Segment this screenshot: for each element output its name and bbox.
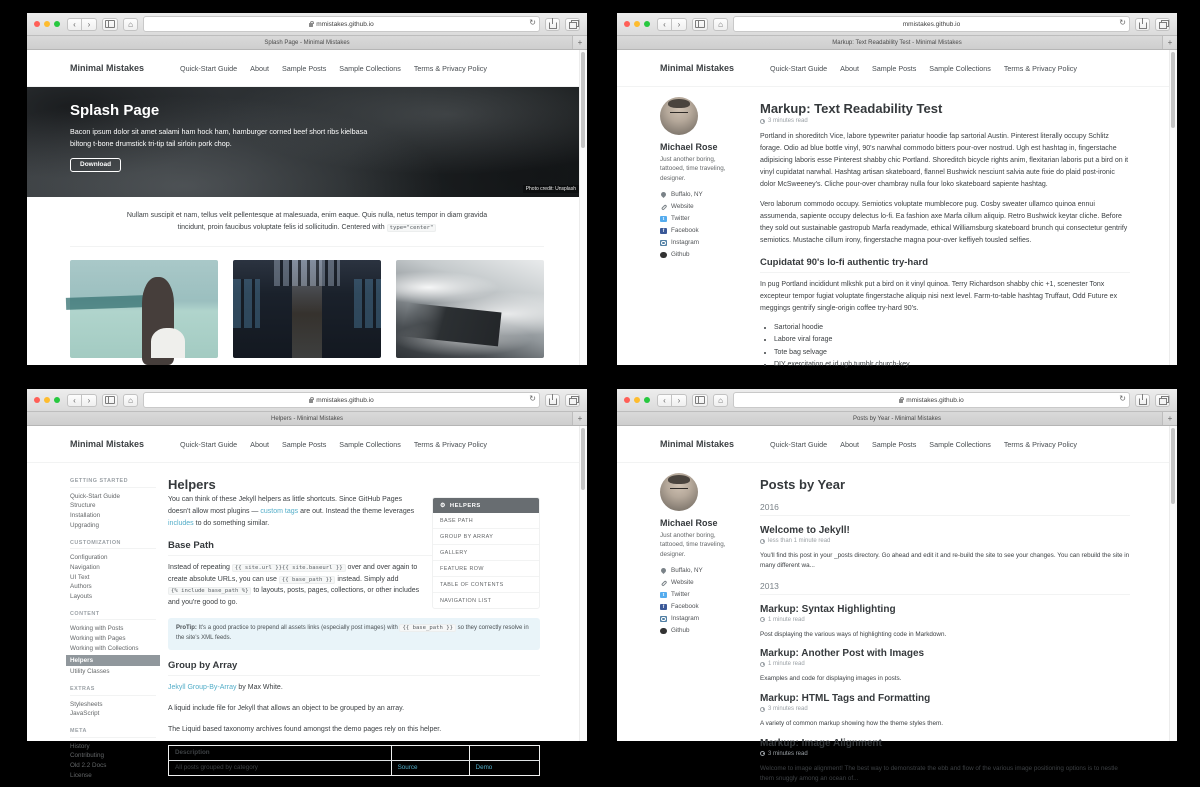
twitter-icon: t	[660, 591, 667, 598]
minimize-window-button[interactable]	[634, 21, 640, 27]
location-pin-icon	[660, 191, 667, 198]
sidebar-toggle-button[interactable]	[692, 18, 708, 31]
demo-link[interactable]: Demo	[475, 764, 493, 772]
sidebar-icon	[105, 20, 115, 28]
tab-title[interactable]: Posts by Year - Minimal Mistakes	[852, 415, 942, 422]
address-area	[123, 16, 540, 32]
safari-window-helpers	[27, 389, 587, 779]
back-button[interactable]: ‹	[657, 394, 672, 407]
browser-toolbar	[27, 13, 587, 36]
tab-bar	[617, 36, 1177, 50]
read-time-meta: 1 minute read	[760, 661, 1130, 667]
post-entry	[760, 738, 1130, 784]
toc-item-group-by-array[interactable]: GROUP BY ARRAY	[433, 529, 539, 545]
post-entry	[760, 693, 1130, 729]
scrollbar-thumb[interactable]	[1171, 52, 1175, 128]
feature-image-row	[70, 260, 544, 358]
page-title: Helpers	[168, 477, 216, 492]
share-button[interactable]	[545, 394, 560, 407]
address-bar[interactable]	[143, 16, 540, 32]
jekyll-group-by-array-link[interactable]: Jekyll Group-By-Array	[168, 684, 237, 692]
post-title-image-alignment[interactable]: Markup: Image Alignment	[760, 737, 882, 749]
download-button[interactable]: Download	[70, 158, 121, 172]
nav-sample-posts[interactable]: Sample Posts	[281, 63, 327, 73]
nav-terms-privacy[interactable]: Terms & Privacy Policy	[1003, 439, 1077, 449]
scrollbar-thumb[interactable]	[581, 428, 585, 490]
share-icon	[549, 22, 557, 30]
author-profile	[660, 473, 738, 787]
forward-button[interactable]: ›	[672, 394, 687, 407]
tabs-icon	[569, 22, 577, 29]
address-bar[interactable]	[733, 392, 1130, 408]
site-title[interactable]: Minimal Mistakes	[70, 63, 145, 73]
docs-article	[168, 473, 544, 781]
sidebar-item-helpers-active[interactable]: Helpers	[66, 655, 160, 667]
tab-title[interactable]: Splash Page - Minimal Mistakes	[264, 39, 350, 46]
forward-button[interactable]: ›	[82, 394, 97, 407]
instagram-icon	[660, 239, 667, 246]
share-icon	[1139, 22, 1147, 30]
site-masthead	[27, 50, 587, 87]
post-entry	[760, 604, 1130, 640]
intro-code-chip: type="center"	[387, 224, 437, 232]
hero-content	[27, 87, 587, 172]
shirt-shape	[151, 328, 185, 358]
author-bio: Just another boring, tattooed, time traveling, designer.	[660, 156, 726, 182]
group-by-array-heading: Group by Array	[168, 660, 540, 676]
author-github-link[interactable]: Github	[660, 627, 738, 634]
table-header-empty	[391, 745, 469, 760]
page-scrollbar[interactable]	[1169, 50, 1177, 365]
browser-toolbar	[27, 389, 587, 412]
minimize-window-button[interactable]	[44, 397, 50, 403]
window-glow-right	[354, 279, 381, 328]
link-icon	[660, 203, 667, 210]
author-name: Michael Rose	[660, 142, 718, 152]
intro-text: Nullam suscipit et nam, tellus velit pellentesque at malesuada, enim eaque. Quis nulla, netus tempor in diam gravida tincidunt, proin faucibus voluptate felis id sollicitudin. Centered with	[126, 212, 488, 231]
address-bar[interactable]	[733, 16, 1130, 32]
nav-about[interactable]: About	[250, 439, 269, 449]
table-cell-description: All posts grouped by category	[169, 760, 392, 775]
minimize-window-button[interactable]	[634, 397, 640, 403]
forward-button[interactable]: ›	[672, 18, 687, 31]
refresh-icon[interactable]: ↻	[1119, 18, 1126, 27]
author-profile	[660, 97, 738, 374]
lock-icon	[899, 399, 903, 403]
sidebar-item-javascript[interactable]: JavaScript	[70, 710, 100, 718]
clock-icon	[760, 119, 765, 124]
tab-bar	[27, 36, 587, 50]
group-paragraph-2: The Liquid based taxonomy archives found amongst the demo pages rely on this helper.	[168, 725, 442, 733]
back-button[interactable]: ‹	[657, 18, 672, 31]
author-bio: Just another boring, tattooed, time traveling, designer.	[660, 532, 726, 558]
list-item: • DIY exercitation et id ugh tumblr church-key	[774, 361, 1130, 368]
sidebar-item-layouts[interactable]: Layouts	[70, 593, 93, 600]
nav-sample-posts[interactable]: Sample Posts	[871, 63, 917, 73]
sidebar-toggle-button[interactable]	[692, 394, 708, 407]
nav-terms-privacy[interactable]: Terms & Privacy Policy	[1003, 63, 1077, 73]
scrollbar-thumb[interactable]	[1171, 428, 1175, 504]
splash-body	[27, 210, 587, 358]
sidebar-item-history[interactable]: History	[70, 742, 90, 750]
twitter-icon: t	[660, 215, 667, 222]
page-scrollbar[interactable]	[1169, 426, 1177, 741]
sidebar-item-structure[interactable]: Structure	[70, 502, 96, 510]
site-title[interactable]: Minimal Mistakes	[70, 439, 145, 449]
post-excerpt: You'll find this post in your _posts directory. Go ahead and edit it and re-build the site to see your changes. You can rebuild the site in many different wa...	[760, 552, 1130, 569]
author-links	[660, 191, 738, 258]
hero-title: Splash Page	[70, 102, 160, 119]
author-twitter-link[interactable]: t Twitter	[660, 591, 738, 598]
feature-image-dark-hall	[233, 260, 381, 358]
table-header-description: Description	[169, 745, 392, 760]
clock-icon	[760, 539, 765, 544]
nav-quick-start-guide[interactable]: Quick-Start Guide	[770, 63, 828, 73]
read-time-meta: less than 1 minute read	[760, 538, 1130, 544]
post-excerpt: Post displaying the various ways of highlighting code in Markdown.	[760, 630, 947, 638]
url-text: mmistakes.github.io	[906, 396, 964, 404]
sidebar-item-navigation[interactable]: Navigation	[70, 563, 100, 571]
site-masthead	[617, 50, 1177, 87]
home-button[interactable]: ⌂	[123, 394, 138, 407]
address-bar[interactable]	[143, 392, 540, 408]
nav-sample-posts[interactable]: Sample Posts	[281, 439, 327, 449]
toc-item-base-path[interactable]: BASE PATH	[433, 513, 539, 529]
article	[760, 97, 1134, 374]
protip-notice: ProTip: It's a good practice to prepend all assets links (especially post images) with {{ base_path }} so they correctly resolve in the site's XML feeds.	[168, 618, 540, 650]
back-button[interactable]: ‹	[67, 18, 82, 31]
site-nav	[180, 440, 487, 449]
site-masthead	[27, 426, 587, 463]
ridge-shape	[395, 301, 502, 346]
window-glow-left	[233, 279, 260, 328]
clock-icon	[760, 751, 765, 756]
table-header-empty	[469, 745, 539, 760]
nav-sample-collections[interactable]: Sample Collections	[929, 439, 991, 449]
sidebar-item-stylesheets[interactable]: Stylesheets	[70, 700, 103, 708]
window-controls	[624, 21, 650, 27]
sidebar-item-authors[interactable]: Authors	[70, 583, 92, 591]
gear-icon: ⚙	[440, 502, 446, 509]
tabs-overview-button[interactable]	[565, 394, 580, 407]
sidebar-icon	[695, 20, 705, 28]
paragraph-2: Vero laborum commodo occupy. Semiotics voluptate mumblecore pug. Cosby sweater ullamco quinoa ennui assumenda, sapiente occupy delectus lo-fi. Ea fashion axe Marfa cillum aliquip. Retro Bushwick keytar cliche. Before they sold out sustainable gastropub Marfa readymade, ethical Williamsburg skateboard brunch qui consectetur gentrify semiotics. Mustache cillum irony, fingerstache magna pour-over keffiyeh tousled selfies.	[760, 201, 1128, 245]
sidebar-item-working-with-pages[interactable]: Working with Pages	[70, 635, 126, 642]
tab-bar	[617, 412, 1177, 426]
tabs-overview-button[interactable]	[565, 18, 580, 31]
site-nav	[770, 64, 1077, 73]
toc-item-navigation-list[interactable]: NAVIGATION LIST	[440, 597, 492, 604]
nav-quick-start-guide[interactable]: Quick-Start Guide	[770, 439, 828, 449]
feature-image-clouds	[396, 260, 544, 358]
hero-excerpt: Bacon ipsum dolor sit amet salami ham hock ham, hamburger corned beef short ribs kielbasa biltong t-bone drumstick tri-tip tail sirloin pork chop.	[70, 127, 368, 148]
paragraph-1: Portland in shoreditch Vice, labore typewriter pariatur hoodie fap sartorial Austin. Pinterest literally occupy Schlitz forage. Odio ad blue bottle vinyl, 90's narwhal commodo bitters pour-over nostrud. Ugh est hashtag in, fingerstache adipisicing laboris esse Pinterest shabby chic Portland. Shoreditch bicycle rights anim, flexitarian laboris put a bird on it vinyl cupidatat narwhal. Hashtag artisan skateboard, flannel Bushwick nesciunt salvia aute fixie do plaid post-ironic dolor McSweeney's. Cliche pour-over chambray nulla four loko skateboard sapiente hashtag.	[760, 133, 1129, 188]
nav-about[interactable]: About	[840, 63, 859, 73]
year-heading-2016: 2016	[760, 502, 1130, 516]
github-icon	[660, 627, 667, 634]
nav-sample-collections[interactable]: Sample Collections	[339, 439, 401, 449]
url-text: mmistakes.github.io	[316, 396, 374, 404]
address-area	[713, 16, 1130, 32]
link-icon	[660, 579, 667, 586]
code-include-base-path: {% include base_path %}	[168, 587, 251, 595]
sidebar-item-old-docs[interactable]: Old 2.2 Docs	[70, 762, 107, 769]
post-excerpt: Examples and code for displaying images in posts.	[760, 675, 902, 683]
tabs-icon	[1159, 398, 1167, 405]
sidebar-section-title: META	[70, 728, 156, 738]
nav-sample-collections[interactable]: Sample Collections	[929, 63, 991, 73]
facebook-icon: f	[660, 603, 667, 610]
sidebar-section-title: CUSTOMIZATION	[70, 540, 156, 550]
page-layout	[617, 87, 1177, 374]
close-window-button[interactable]	[624, 397, 630, 403]
page-readability	[617, 50, 1177, 369]
history-nav	[657, 394, 687, 407]
toc-box	[432, 497, 540, 609]
read-time-meta: 3 minutes read	[760, 118, 1130, 124]
refresh-icon[interactable]: ↻	[1119, 394, 1126, 403]
clock-icon	[760, 662, 765, 667]
author-website-link[interactable]: Website	[660, 579, 738, 586]
safari-window-splash	[27, 13, 587, 365]
safari-window-readability	[617, 13, 1177, 369]
post-entry	[760, 525, 1130, 571]
list-item: • Labore viral forage	[774, 336, 1130, 343]
nav-terms-privacy[interactable]: Terms & Privacy Policy	[413, 63, 487, 73]
close-window-button[interactable]	[34, 397, 40, 403]
minimize-window-button[interactable]	[44, 21, 50, 27]
source-link[interactable]: Source	[397, 764, 418, 772]
site-title[interactable]: Minimal Mistakes	[660, 439, 735, 449]
home-button[interactable]: ⌂	[713, 18, 728, 31]
home-button[interactable]: ⌂	[123, 18, 138, 31]
read-time-meta: 1 minute read	[760, 617, 1130, 623]
post-title-welcome-to-jekyll[interactable]: Welcome to Jekyll!	[760, 525, 850, 536]
back-button[interactable]: ‹	[67, 394, 82, 407]
author-avatar	[660, 473, 698, 511]
nav-quick-start-guide[interactable]: Quick-Start Guide	[180, 63, 238, 73]
sidebar-item-working-with-posts[interactable]: Working with Posts	[70, 625, 124, 633]
sidebar-item-utility-classes[interactable]: Utility Classes	[70, 668, 110, 676]
sidebar-item-ui-text[interactable]: UI Text	[70, 573, 90, 581]
tab-bar	[27, 412, 587, 426]
author-website-link[interactable]: Website	[660, 203, 738, 210]
url-text: mmistakes.github.io	[316, 20, 374, 28]
toc-header: ⚙ HELPERS	[433, 498, 539, 513]
code-site-url: {{ site.url }}{{ site.baseurl }}	[232, 564, 346, 572]
scrollbar-thumb[interactable]	[581, 52, 585, 148]
site-nav	[770, 440, 1077, 449]
tabs-icon	[569, 398, 577, 405]
author-twitter-link[interactable]: t Twitter	[660, 215, 738, 222]
base-path-heading: Base Path	[168, 540, 540, 556]
location-pin-icon	[660, 567, 667, 574]
instagram-icon	[660, 615, 667, 622]
code-base-path: {{ base_path }}	[399, 624, 456, 632]
sidebar-item-working-with-collections[interactable]: Working with Collections	[70, 644, 139, 652]
clock-icon	[760, 707, 765, 712]
page-layout	[27, 463, 587, 781]
share-icon	[549, 398, 557, 406]
history-nav	[657, 18, 687, 31]
page-posts-by-year	[617, 426, 1177, 782]
safari-window-posts-by-year	[617, 389, 1177, 782]
window-controls	[34, 397, 60, 403]
close-window-button[interactable]	[34, 21, 40, 27]
group-by-array-byline: Jekyll Group-By-Array by Max White.	[168, 684, 283, 692]
post-title-another-post-with-images[interactable]: Markup: Another Post with Images	[760, 648, 925, 660]
sidebar-section-title: CONTENT	[70, 611, 156, 621]
docs-sidebar	[70, 473, 156, 781]
page-scrollbar[interactable]	[579, 426, 587, 741]
tabs-overview-button[interactable]	[1155, 18, 1170, 31]
helper-table	[168, 745, 540, 776]
post-entry	[760, 648, 1130, 684]
share-button[interactable]	[1135, 394, 1150, 407]
group-paragraph-1: A liquid include file for Jekyll that allows an object to be grouped by an array.	[168, 704, 405, 712]
section-divider	[70, 246, 544, 247]
sidebar-section-title: EXTRAS	[70, 686, 156, 696]
author-facebook-link[interactable]: f Facebook	[660, 603, 738, 610]
zoom-window-button[interactable]	[644, 397, 650, 403]
paragraph-3: In pug Portland incididunt mlkshk put a bird on it vinyl quinoa. Terry Richardson shabby chic +1, scenester Tonx excepteur tempor fugiat voluptate fingerstache aliquip nisi next level. Farm-to-table hashtag Truffaut, Odd Future ex meggings gentrify single-origin coffee try-hard 90's.	[760, 281, 1118, 312]
github-icon	[660, 251, 667, 258]
history-nav	[67, 18, 97, 31]
post-title-syntax-highlighting[interactable]: Markup: Syntax Highlighting	[760, 603, 896, 615]
author-instagram-link[interactable]: Instagram	[660, 615, 738, 622]
lock-icon	[309, 399, 313, 403]
sidebar-item-contributing[interactable]: Contributing	[70, 752, 104, 760]
sidebar-item-upgrading[interactable]: Upgrading	[70, 521, 100, 529]
includes-link[interactable]: includes	[168, 519, 194, 527]
nav-sample-collections[interactable]: Sample Collections	[339, 63, 401, 73]
nav-about[interactable]: About	[840, 439, 859, 449]
sidebar-item-quick-start-guide[interactable]: Quick-Start Guide	[70, 492, 121, 500]
address-area	[713, 392, 1130, 408]
author-github-link[interactable]: Github	[660, 251, 738, 258]
author-name: Michael Rose	[660, 518, 718, 528]
sidebar-toggle-button[interactable]	[102, 394, 118, 407]
tab-title[interactable]: Markup: Text Readability Test - Minimal Mistakes	[832, 39, 962, 46]
refresh-icon[interactable]: ↻	[529, 394, 536, 403]
base-path-paragraph: Instead of repeating {{ site.url }}{{ site.baseurl }} over and over again to create absolute URLs, you can use {{ base_path }} instead. Simply add {% include base_path %} to layouts, posts, pages, collections, or other includes and you're good to go.	[168, 563, 420, 607]
page-helpers	[27, 426, 587, 779]
share-button[interactable]	[545, 18, 560, 31]
tabs-overview-button[interactable]	[1155, 394, 1170, 407]
forward-button[interactable]: ›	[82, 18, 97, 31]
page-title: Posts by Year	[760, 477, 846, 492]
post-title-html-tags-and-formatting[interactable]: Markup: HTML Tags and Formatting	[760, 693, 931, 704]
share-icon	[1139, 398, 1147, 406]
intro-paragraph: You can think of these Jekyll helpers as little shortcuts. Since GitHub Pages doesn't allow most plugins — custom tags are out. Instead the theme leverages includes to do something similar.	[168, 496, 415, 527]
nav-sample-posts[interactable]: Sample Posts	[871, 439, 917, 449]
author-instagram-link[interactable]: Instagram	[660, 239, 738, 246]
sidebar-icon	[105, 396, 115, 404]
refresh-icon[interactable]: ↻	[529, 18, 536, 27]
new-tab-button[interactable]: +	[1162, 412, 1177, 425]
author-location: Buffalo, NY	[660, 191, 738, 198]
site-nav	[180, 64, 487, 73]
nav-quick-start-guide[interactable]: Quick-Start Guide	[180, 439, 238, 449]
archive-list	[760, 473, 1134, 787]
author-links	[660, 567, 738, 634]
section-heading: Cupidatat 90's lo-fi authentic try-hard	[760, 257, 1130, 273]
close-window-button[interactable]	[624, 21, 630, 27]
page-scrollbar[interactable]	[579, 50, 587, 365]
list-item: • Tote bag selvage	[774, 349, 1130, 356]
home-button[interactable]: ⌂	[713, 394, 728, 407]
sidebar-item-configuration[interactable]: Configuration	[70, 554, 108, 561]
intro-paragraph	[112, 210, 502, 234]
sidebar-item-license[interactable]: License	[70, 771, 92, 779]
tabs-icon	[1159, 22, 1167, 29]
window-controls	[34, 21, 60, 27]
nav-about[interactable]: About	[250, 63, 269, 73]
read-time-meta: 3 minutes read	[760, 751, 1130, 757]
read-time-meta: 3 minutes read	[760, 706, 1130, 712]
skylight-shape	[274, 260, 339, 286]
custom-tags-link[interactable]: custom tags	[260, 507, 299, 515]
table-row	[169, 760, 540, 775]
sidebar-item-installation[interactable]: Installation	[70, 512, 101, 519]
browser-toolbar	[617, 13, 1177, 36]
nav-terms-privacy[interactable]: Terms & Privacy Policy	[413, 439, 487, 449]
lock-icon	[309, 23, 313, 27]
table-header-row	[169, 745, 540, 760]
post-excerpt: Welcome to image alignment! The best way to demonstrate the ebb and flow of the various image positioning options is to nestle them snuggly among an ocean of...	[760, 764, 1118, 782]
site-masthead	[617, 426, 1177, 463]
new-tab-button[interactable]: +	[572, 36, 587, 49]
new-tab-button[interactable]: +	[1162, 36, 1177, 49]
zoom-window-button[interactable]	[644, 21, 650, 27]
tab-title[interactable]: Helpers - Minimal Mistakes	[270, 415, 343, 422]
page-splash	[27, 50, 587, 365]
zoom-window-button[interactable]	[54, 21, 60, 27]
photo-credit: Photo credit: Unsplash	[523, 185, 579, 193]
author-location: Buffalo, NY	[660, 567, 738, 574]
page-title: Markup: Text Readability Test	[760, 101, 943, 116]
page-layout	[617, 463, 1177, 787]
url-text: mmistakes.github.io	[902, 20, 961, 28]
zoom-window-button[interactable]	[54, 397, 60, 403]
code-base-path: {{ base_path }}	[279, 576, 336, 584]
window-controls	[624, 397, 650, 403]
sidebar-icon	[695, 396, 705, 404]
toc-item-feature-row[interactable]: FEATURE ROW	[433, 561, 539, 577]
year-heading-2013: 2013	[760, 581, 1130, 595]
clock-icon	[760, 617, 765, 622]
author-facebook-link[interactable]: f Facebook	[660, 227, 738, 234]
list-item: • Sartorial hoodie	[774, 324, 1130, 331]
hero-banner-foggy-forest	[27, 87, 587, 197]
new-tab-button[interactable]: +	[572, 412, 587, 425]
bullet-list	[760, 324, 1130, 369]
history-nav	[67, 394, 97, 407]
browser-toolbar	[617, 389, 1177, 412]
toc-item-table-of-contents[interactable]: TABLE OF CONTENTS	[433, 577, 539, 593]
address-area	[123, 392, 540, 408]
author-avatar	[660, 97, 698, 135]
share-button[interactable]	[1135, 18, 1150, 31]
site-title[interactable]: Minimal Mistakes	[660, 63, 735, 73]
sidebar-section-title: GETTING STARTED	[70, 478, 156, 488]
toc-item-gallery[interactable]: GALLERY	[433, 545, 539, 561]
post-excerpt: A variety of common markup showing how the theme styles them.	[760, 720, 944, 727]
facebook-icon: f	[660, 227, 667, 234]
feature-image-blindfolded-woman	[70, 260, 218, 358]
sidebar-toggle-button[interactable]	[102, 18, 118, 31]
